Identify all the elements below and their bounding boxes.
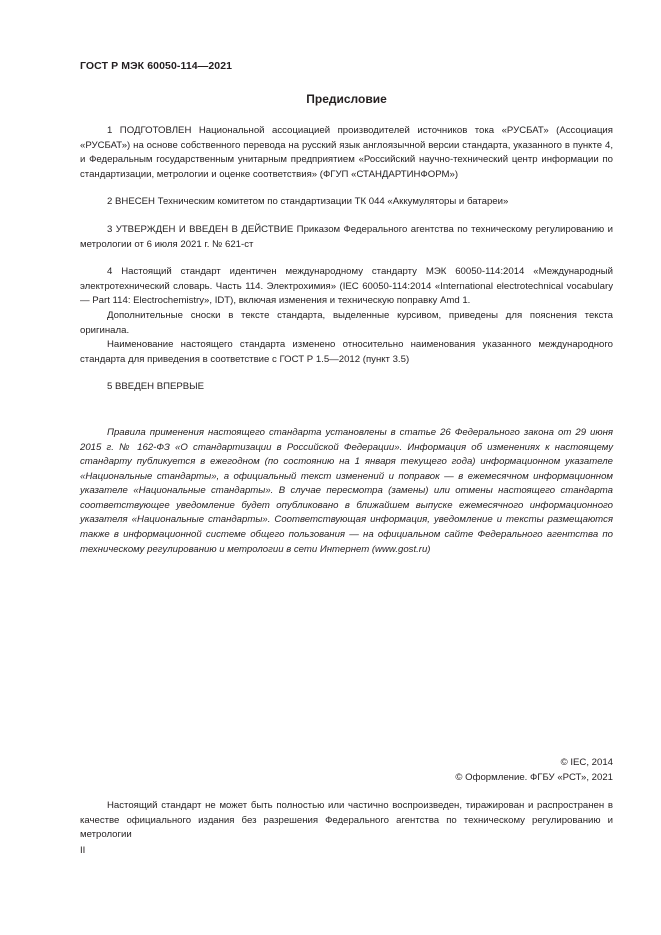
page-number: II xyxy=(80,845,86,856)
page-title: Предисловие xyxy=(306,92,387,106)
application-notice: Правила применения настоящего стандарта установлены в статье 26 Федерального закона от 29 июня 2015 г. № 162-ФЗ «О стандартизации в Российской Федерации». Информация об изменениях к настоящему стандарту публикуется в ежегодном (по состоянию на 1 января текущего года) информационном указателе «Национальные стандарты», а официальный текст изменений и поправок — в ежемесячном информационном указателе «Национальные стандарты». В случае пересмотра (замены) или отмены настоящего стандарта соответствующее уведомление будет опубликовано в ближайшем выпуске ежемесячного информационного указателя «Национальные стандарты». Соответствующая информация, уведомление и тексты размещаются также в информационной системе общего пользования — на официальном сайте Федерального агентства по техническому регулированию и метрологии в сети Интернет (www.gost.ru) xyxy=(80,426,613,555)
paragraph-first-introduced: 5 ВВЕДЕН ВПЕРВЫЕ xyxy=(107,381,205,393)
paragraph-approved: 3 УТВЕРЖДЕН И ВВЕДЕН В ДЕЙСТВИЕ Приказом Федерального агентства по техническому регулированию и метрологии от 6 июля 2021 г. № 621-ст xyxy=(80,223,613,250)
copyright-rst: © Оформление. ФГБУ «РСТ», 2021 xyxy=(455,772,613,783)
paragraph-name-change: Наименование настоящего стандарта изменено относительно наименования указанного международного стандарта для приведения в соответствие с ГОСТ Р 1.5—2012 (пункт 3.5) xyxy=(80,339,613,365)
paragraph-prepared: 1 ПОДГОТОВЛЕН Национальной ассоциацией производителей источников тока «РУСБАТ» (Ассоциация «РУСБАТ») на основе собственного перевода на русский язык англоязычной версии стандарта, указанного в пункте 4, и Федеральным государственным унитарным предприятием «Российский научно-технический центр информации по стандартизации, метрологии и оценке соответствия» (ФГУП «СТАНДАРТИНФОРМ») xyxy=(80,125,613,180)
reproduction-notice: Настоящий стандарт не может быть полностью или частично воспроизведен, тиражирован и распространен в качестве официального издания без разрешения Федерального агентства по техническому регулированию и метрологии xyxy=(80,800,613,841)
paragraph-submitted: 2 ВНЕСЕН Техническим комитетом по стандартизации ТК 044 «Аккумуляторы и батареи» xyxy=(107,196,509,208)
standard-code: ГОСТ Р МЭК 60050-114—2021 xyxy=(80,60,233,72)
copyright-iec: © IEC, 2014 xyxy=(560,757,613,768)
copyright-block xyxy=(455,755,613,785)
foreword-body xyxy=(80,124,613,557)
paragraph-identical: 4 Настоящий стандарт идентичен международному стандарту МЭК 60050-114:2014 «Международный электротехнический словарь. Часть 114. Электрохимия» (IEC 60050-114:2014 «International electrotechnical vocabulary — Part 114: Electrochemistry», IDT), включая изменения и техническую поправку Amd 1. xyxy=(80,266,613,307)
paragraph-footnotes: Дополнительные сноски в тексте стандарта, выделенные курсивом, приведены для пояснения текста оригинала. xyxy=(80,309,613,336)
